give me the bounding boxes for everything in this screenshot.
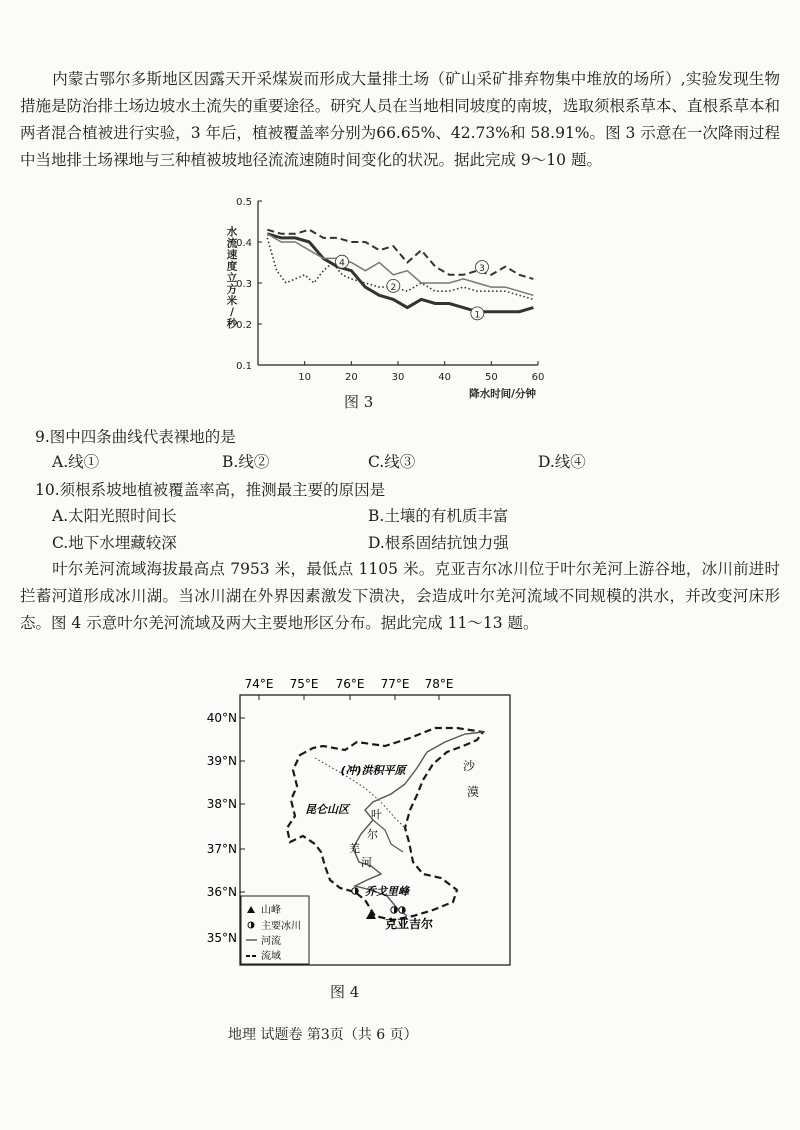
lon-label: 76°E: [335, 677, 365, 691]
glacier-icon: [352, 888, 358, 894]
y-tick-label: 0.4: [236, 238, 252, 249]
lat-label: 39°N: [206, 754, 237, 768]
figure-4-map: [195, 670, 525, 975]
label-desert-2: 漠: [467, 785, 480, 799]
q9-option-c[interactable]: C.线③: [368, 453, 416, 471]
x-tick-label: 40: [438, 372, 452, 383]
glacier-icon: [391, 907, 397, 913]
x-tick-label: 20: [344, 372, 358, 383]
x-tick-label: 30: [391, 372, 405, 383]
series-line-4: [267, 234, 533, 295]
q9-option-d[interactable]: D.线④: [538, 453, 586, 471]
label-river-2: 尔: [367, 828, 378, 841]
x-tick-label: 60: [531, 372, 545, 383]
legend-basin-label: 流域: [261, 951, 281, 962]
y-tick-label: 0.3: [236, 279, 252, 290]
label-desert-1: 沙: [463, 759, 476, 773]
series-label-3: 3: [479, 264, 485, 275]
legend-glacier-label: 主要冰川: [261, 921, 301, 932]
page-footer: 地理 试题卷 第3页（共 6 页）: [228, 1027, 418, 1043]
y-tick-label: 0.2: [236, 320, 252, 331]
y-axis-label-char: 度: [226, 260, 238, 273]
y-axis-label-char: 水: [226, 226, 238, 238]
y-axis-label-char: 米: [226, 295, 238, 307]
q10-option-b[interactable]: B.土壤的有机质丰富: [368, 507, 509, 525]
lat-label: 38°N: [206, 797, 237, 811]
y-axis-label-char: 秒: [226, 318, 238, 330]
q9-stem: 9.图中四条曲线代表裸地的是: [35, 428, 236, 446]
glacier-icon: [399, 907, 405, 913]
figure-4-caption: 图 4: [330, 983, 360, 1001]
label-kyagar: 克亚吉尔: [384, 917, 434, 931]
series-line-2: [267, 238, 533, 300]
q9-option-b[interactable]: B.线②: [222, 453, 270, 471]
passage-2: 叶尔羌河流域海拔最高点 7953 米，最低点 1105 米。克亚吉尔冰川位于叶尔羌河上游谷地，冰川前进时拦蓄河道形成冰川湖。当冰川湖在外界因素激发下溃决，会造成叶尔羌河流域不同规模的洪水，并改变河床形态。图 4 示意叶尔羌河流域及两大主要地形区分布。据此完成 11～13 题。: [20, 560, 780, 632]
lat-label: 40°N: [206, 711, 237, 725]
y-tick-label: 0.5: [236, 197, 252, 208]
legend-river-label: 河流: [261, 936, 281, 947]
series-label-4: 4: [339, 258, 345, 269]
x-tick-label: 10: [298, 372, 312, 383]
lon-label: 75°E: [289, 677, 319, 691]
q10-stem: 10.须根系坡地植被覆盖率高，推测最主要的原因是: [35, 481, 386, 499]
x-axis-label: 降水时间/分钟: [469, 388, 536, 400]
y-axis-label-char: 流: [226, 237, 238, 250]
label-river-3: 羌: [349, 842, 360, 855]
label-alluvial-plain: (冲)洪积平原: [340, 764, 406, 777]
q10-option-a[interactable]: A.太阳光照时间长: [52, 507, 177, 525]
q10-option-c[interactable]: C.地下水埋藏较深: [52, 534, 177, 552]
y-axis-label-char: 速: [226, 249, 238, 261]
lon-label: 78°E: [424, 677, 454, 691]
y-axis-label-char: 方: [226, 283, 238, 296]
lat-label: 36°N: [206, 885, 237, 899]
passage-1: 内蒙古鄂尔多斯地区因露天开采煤炭而形成大量排土场（矿山采矿排弃物集中堆放的场所）,实验发现生物措施是防治排土场边坡水土流失的重要途径。研究人员在当地相同坡度的南坡，选取须根系草本、直根系草本和两者混合植被进行实验，3 年后，植被覆盖率分别为66.65%、42.73%和 58.91%。图 3 示意在一次降雨过程中当地排土场裸地与三种植被坡地径流流速随时间变化的状况。据此完成 9～10 题。: [20, 70, 780, 169]
y-axis-label-char: 立: [226, 272, 238, 284]
legend-glacier-icon: [248, 922, 254, 928]
figure-3-caption: 图 3: [344, 393, 374, 411]
q9-option-a[interactable]: A.线①: [52, 453, 100, 471]
series-label-2: 2: [390, 282, 397, 293]
lat-label: 37°N: [206, 842, 237, 856]
lon-label: 74°E: [244, 677, 274, 691]
label-river-1: 叶: [371, 808, 382, 821]
label-k2: 乔戈里峰: [365, 885, 409, 898]
label-river-4: 河: [361, 856, 372, 869]
series-label-1: 1: [474, 310, 481, 321]
y-axis-label-char: /: [230, 306, 234, 319]
figure-3-chart: [210, 193, 570, 408]
x-tick-label: 50: [484, 372, 498, 383]
lon-label: 77°E: [380, 677, 410, 691]
y-tick-label: 0.1: [236, 361, 252, 372]
series-line-3: [267, 230, 533, 279]
q10-option-d[interactable]: D.根系固结抗蚀力强: [368, 534, 509, 552]
label-kunlun: 昆仑山区: [305, 803, 349, 816]
legend-peak-label: 山峰: [261, 905, 281, 916]
lat-label: 35°N: [206, 931, 237, 945]
